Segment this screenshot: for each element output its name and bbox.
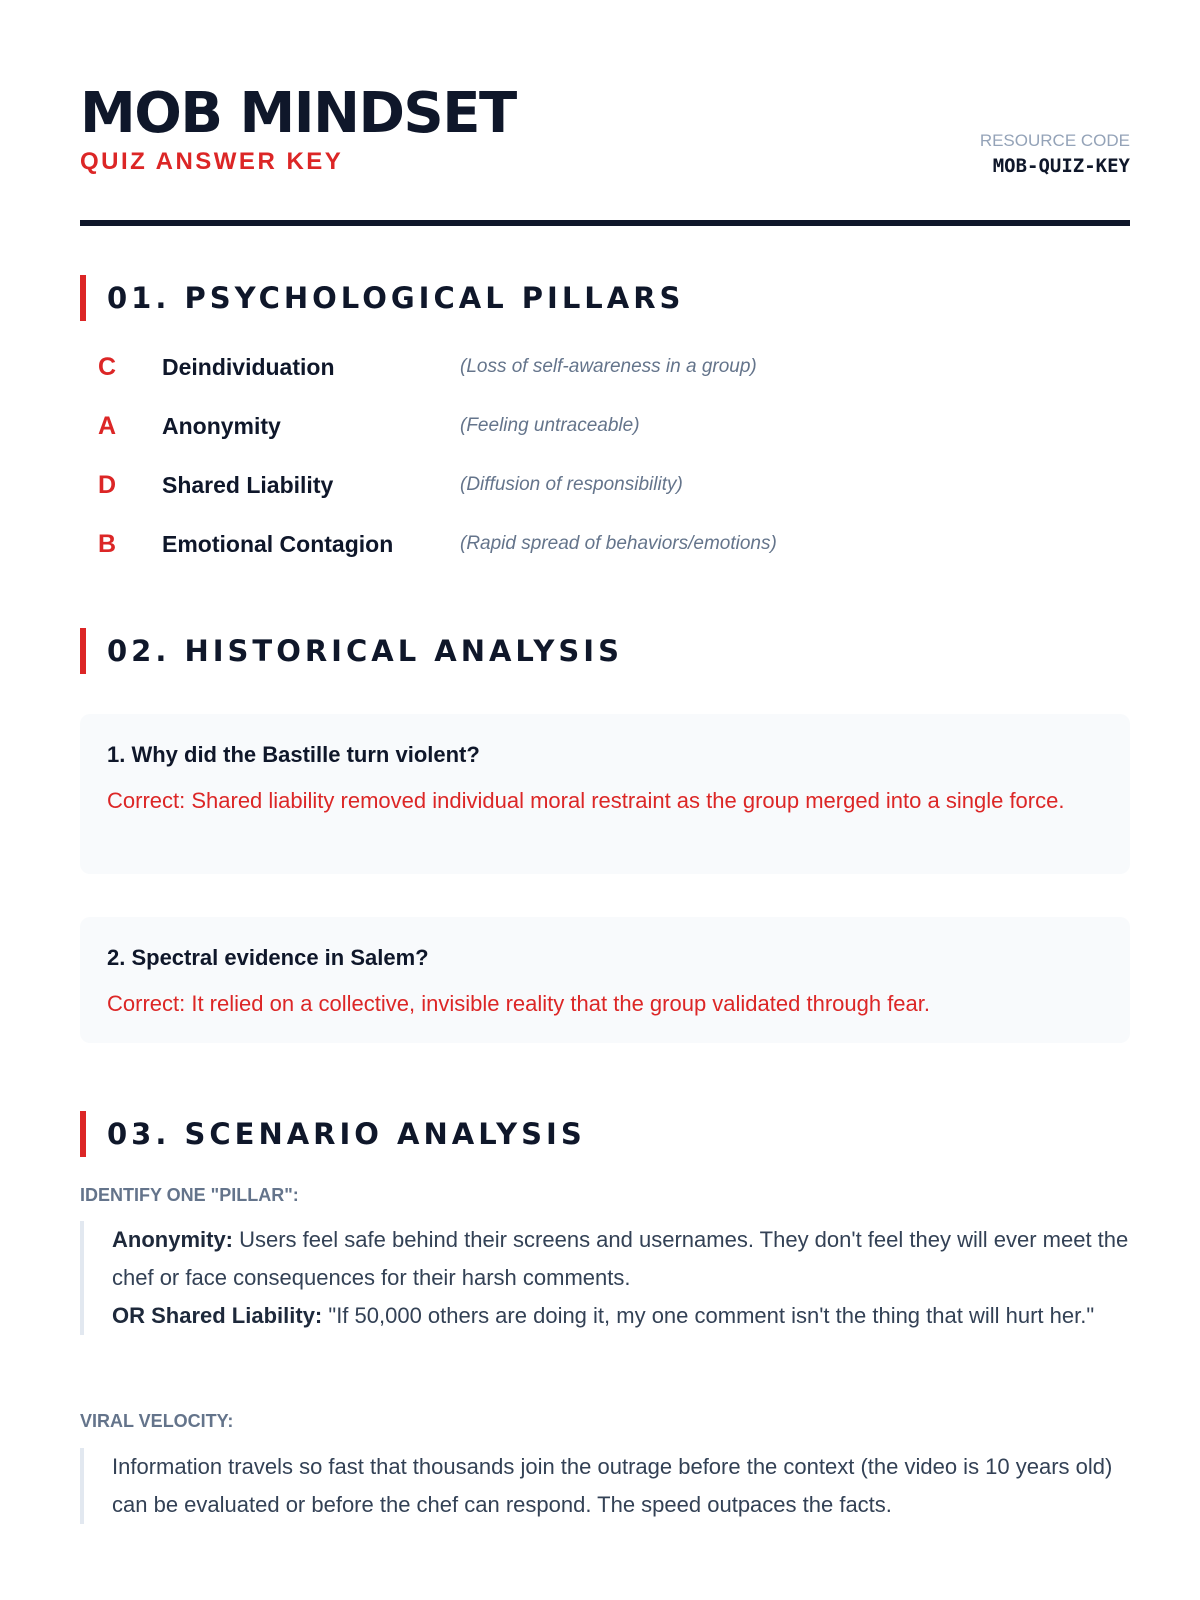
resource-code-value: MOB-QUIZ-KEY [992,155,1130,177]
correct-answer: Correct: It relied on a collective, invisible reality that the group validated through fear. [107,991,931,1016]
pillar-term: Emotional Contagion [162,531,394,557]
viral-velocity-explanation: Information travels so fast that thousands join the outrage before the context (the video is 10 years old) can be evaluated or before the chef can respond. The speed outpaces the facts. [112,1454,1113,1517]
pillar-row [80,524,1130,564]
section-heading-scenario: 03. SCENARIO ANALYSIS [80,1111,586,1157]
anonymity-explanation: Users feel safe behind their screens and usernames. They don't feel they will ever meet the chef or face consequences for their harsh comments. [112,1227,1129,1290]
pillar-row [80,465,1130,505]
page-title: MOB MINDSET [80,81,516,146]
pillar-answer-letter: D [98,471,117,499]
question-card [80,917,1130,1043]
pillar-term: Anonymity [162,413,281,439]
pillar-description: (Diffusion of responsibility) [460,474,683,495]
pillar-term: Deindividuation [162,354,335,380]
header-divider [80,220,1130,226]
pillar-description: (Rapid spread of behaviors/emotions) [460,533,777,554]
shared-liability-term: OR Shared Liability: [112,1303,323,1328]
page-subtitle: QUIZ ANSWER KEY [80,148,344,175]
shared-liability-explanation: "If 50,000 others are doing it, my one comment isn't the thing that will hurt her." [322,1303,1095,1328]
resource-code-label: RESOURCE CODE [979,131,1130,150]
anonymity-term: Anonymity: [112,1227,233,1252]
pillar-answer-block [80,1221,1130,1335]
pillar-row [80,347,1130,387]
question-text: 2. Spectral evidence in Salem? [107,945,429,970]
pillar-answer-letter: C [98,353,117,381]
viral-velocity-block [80,1448,1130,1524]
correct-answer: Correct: Shared liability removed individual moral restraint as the group merged into a single force. [107,788,1065,813]
question-text: 1. Why did the Bastille turn violent? [107,742,480,767]
pillar-prompt-label: IDENTIFY ONE "PILLAR": [80,1185,299,1205]
pillar-row [80,406,1130,446]
section-heading-historical: 02. HISTORICAL ANALYSIS [80,628,623,674]
pillar-description: (Feeling untraceable) [460,415,640,436]
pillar-term: Shared Liability [162,472,334,498]
pillar-description: (Loss of self-awareness in a group) [460,356,757,377]
question-card [80,714,1130,874]
pillar-answer-letter: B [98,530,117,558]
pillar-answer-letter: A [98,412,117,440]
section-heading-pillars: 01. PSYCHOLOGICAL PILLARS [80,275,684,321]
viral-velocity-label: VIRAL VELOCITY: [80,1411,234,1431]
